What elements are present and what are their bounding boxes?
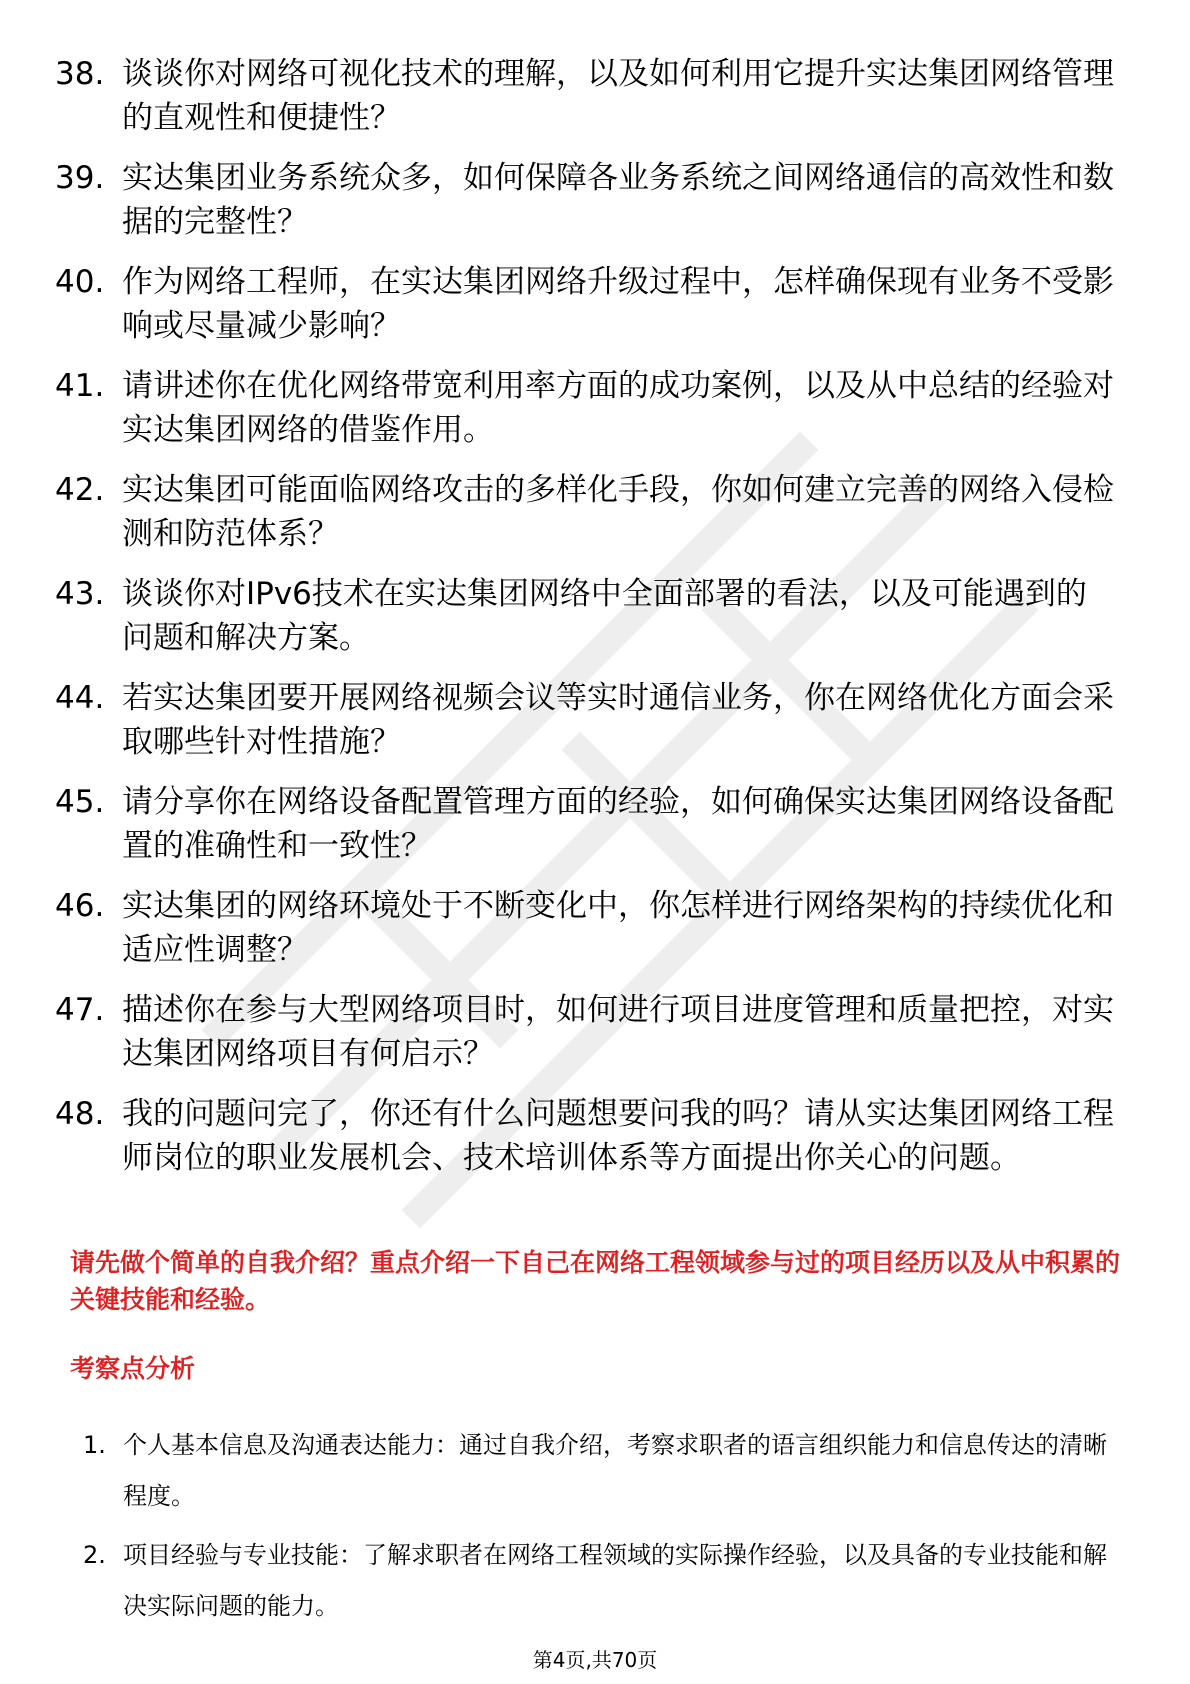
question-item	[55, 468, 1115, 556]
question-text: 谈谈你对网络可视化技术的理解，以及如何利用它提升实达集团网络管理的直观性和便捷性？	[122, 56, 1114, 136]
analysis-item	[83, 1530, 1113, 1632]
question-text: 作为网络工程师，在实达集团网络升级过程中，怎样确保现有业务不受影响或尽量减少影响？	[122, 264, 1114, 344]
question-text: 谈谈你对IPv6技术在实达集团网络中全面部署的看法，以及可能遇到的问题和解决方案。	[122, 576, 1087, 656]
question-item	[55, 676, 1115, 764]
question-item	[55, 780, 1115, 868]
question-item	[55, 364, 1115, 452]
question-number: 44.	[55, 680, 105, 716]
question-text: 若实达集团要开展网络视频会议等实时通信业务，你在网络优化方面会采取哪些针对性措施？	[122, 680, 1114, 760]
question-item	[55, 260, 1115, 348]
question-item	[55, 156, 1115, 244]
question-number: 40.	[55, 264, 105, 300]
question-item	[55, 572, 1115, 660]
question-item	[55, 988, 1115, 1076]
question-number: 38.	[55, 56, 105, 92]
question-text: 描述你在参与大型网络项目时，如何进行项目进度管理和质量把控，对实达集团网络项目有何启示？	[122, 992, 1114, 1072]
question-number: 39.	[55, 160, 105, 196]
analysis-number: 1.	[83, 1431, 106, 1459]
question-text: 实达集团可能面临网络攻击的多样化手段，你如何建立完善的网络入侵检测和防范体系？	[122, 472, 1114, 552]
question-number: 48.	[55, 1096, 105, 1132]
question-text: 请分享你在网络设备配置管理方面的经验，如何确保实达集团网络设备配置的准确性和一致性？	[122, 784, 1114, 864]
analysis-item	[83, 1420, 1113, 1522]
question-number: 42.	[55, 472, 105, 508]
question-list	[55, 52, 1115, 1196]
analysis-list	[83, 1420, 1113, 1640]
question-number: 43.	[55, 576, 105, 612]
question-item	[55, 52, 1115, 140]
question-text: 实达集团的网络环境处于不断变化中，你怎样进行网络架构的持续优化和适应性调整？	[122, 888, 1114, 968]
analysis-title: 考察点分析	[70, 1354, 196, 1383]
analysis-text: 项目经验与专业技能：了解求职者在网络工程领域的实际操作经验，以及具备的专业技能和解决实际问题的能力。	[123, 1541, 1107, 1620]
question-item	[55, 1092, 1115, 1180]
question-item	[55, 884, 1115, 972]
analysis-number: 2.	[83, 1541, 106, 1569]
question-text: 我的问题问完了，你还有什么问题想要问我的吗？请从实达集团网络工程师岗位的职业发展机会、技术培训体系等方面提出你关心的问题。	[122, 1096, 1114, 1176]
question-text: 实达集团业务系统众多，如何保障各业务系统之间网络通信的高效性和数据的完整性？	[122, 160, 1114, 240]
question-text: 请讲述你在优化网络带宽利用率方面的成功案例，以及从中总结的经验对实达集团网络的借鉴作用。	[122, 368, 1114, 448]
analysis-text: 个人基本信息及沟通表达能力：通过自我介绍，考察求职者的语言组织能力和信息传达的清晰程度。	[123, 1431, 1107, 1510]
question-number: 46.	[55, 888, 105, 924]
question-number: 47.	[55, 992, 105, 1028]
question-number: 45.	[55, 784, 105, 820]
page-number: 第4页,共70页	[532, 1648, 658, 1672]
highlight-question: 请先做个简单的自我介绍？重点介绍一下自己在网络工程领域参与过的项目经历以及从中积累的关键技能和经验。	[70, 1248, 1121, 1314]
question-number: 41.	[55, 368, 105, 404]
